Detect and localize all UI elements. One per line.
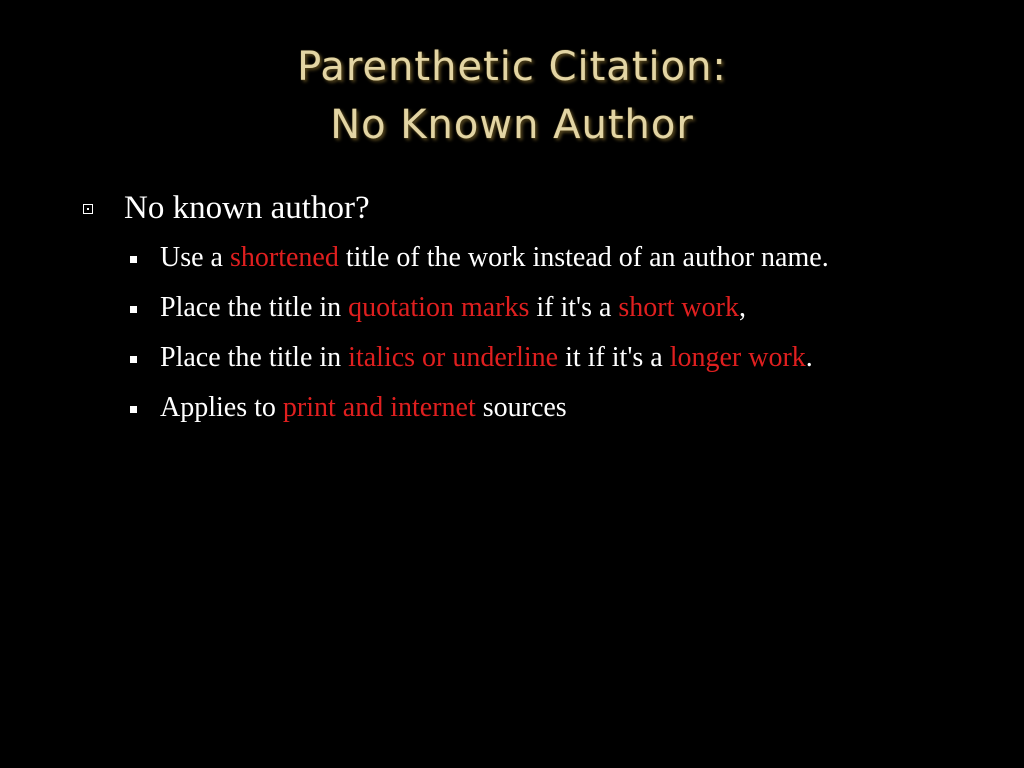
bullet-text: it if it's a xyxy=(558,342,670,373)
bullet-text: Applies to xyxy=(160,392,283,423)
sub-bullet-1 xyxy=(80,238,950,278)
highlight-text: longer work xyxy=(669,342,806,373)
title-line-2: No Known Author xyxy=(330,102,694,148)
main-bullet xyxy=(80,186,970,230)
bullet-text: , xyxy=(738,292,746,323)
sub-bullet-3 xyxy=(80,338,950,378)
square-bullet-icon xyxy=(130,306,137,313)
bullet-text: sources xyxy=(475,392,567,423)
sub-bullet-4 xyxy=(80,388,950,428)
slide-title xyxy=(0,38,1024,154)
bullet-text: Place the title in xyxy=(160,342,349,373)
highlight-text: shortened xyxy=(229,242,339,273)
square-bullet-icon xyxy=(130,256,137,263)
highlight-text: short work xyxy=(618,292,739,323)
highlight-text: quotation marks xyxy=(348,292,530,323)
bullet-text: Use a xyxy=(160,242,230,273)
square-bullet-icon xyxy=(130,356,137,363)
highlight-text: print and internet xyxy=(282,392,476,423)
title-line-1: Parenthetic Citation: xyxy=(297,44,727,90)
square-bullet-icon xyxy=(83,204,93,214)
bullet-text: Place the title in xyxy=(160,292,349,323)
main-bullet-text: No known author? xyxy=(124,190,370,226)
bullet-text: title of the work instead of an author name. xyxy=(338,242,829,273)
highlight-text: italics or underline xyxy=(348,342,559,373)
square-bullet-icon xyxy=(130,406,137,413)
bullet-text: if it's a xyxy=(529,292,619,323)
sub-bullet-2 xyxy=(80,288,950,328)
bullet-text: . xyxy=(805,342,813,373)
slide-content xyxy=(80,186,970,438)
